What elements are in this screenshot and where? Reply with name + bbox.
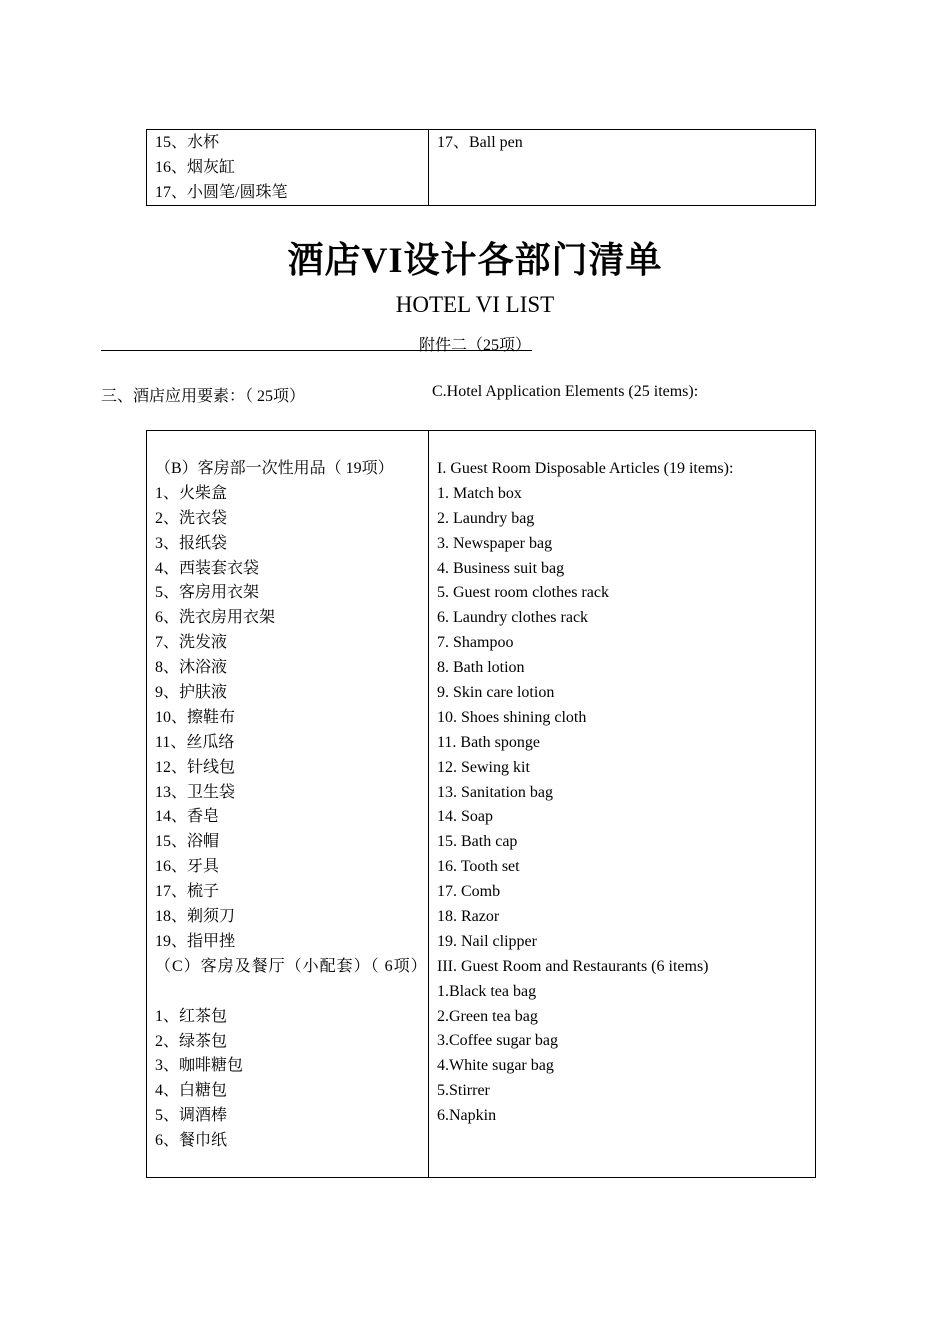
list-item: 5.Stirrer — [437, 1082, 490, 1100]
list-item: 15、浴帽 — [155, 833, 220, 851]
right-b-list — [437, 482, 807, 955]
group-header-c-en: III. Guest Room and Restaurants (6 items) — [437, 957, 709, 975]
list-item: 18. Razor — [437, 908, 500, 926]
list-item: 1. Match box — [437, 484, 522, 502]
list-item: 5、客房用衣架 — [155, 584, 260, 602]
list-item: 8. Bath lotion — [437, 659, 525, 677]
list-item: 4.White sugar bag — [437, 1057, 554, 1075]
list-item: 3、报纸袋 — [155, 534, 228, 552]
list-item: 10. Shoes shining cloth — [437, 708, 587, 726]
list-item: 6、餐巾纸 — [155, 1132, 228, 1150]
list-item: 13、卫生袋 — [155, 783, 236, 801]
list-item: 6、洗衣房用衣架 — [155, 609, 276, 627]
list-item: 12. Sewing kit — [437, 758, 530, 776]
main-table-right-cell — [429, 431, 815, 1177]
list-item: 13. Sanitation bag — [437, 783, 553, 801]
page-title: 酒店VI设计各部门清单 — [287, 240, 663, 280]
list-item: 2、绿茶包 — [155, 1032, 228, 1050]
list-item: 15、水杯 — [155, 134, 220, 151]
list-item: 2. Laundry bag — [437, 509, 535, 527]
left-b-list — [155, 482, 420, 955]
list-item: 15. Bath cap — [437, 833, 518, 851]
page-subtitle: HOTEL VI LIST — [395, 292, 555, 317]
main-table-left-cell — [147, 431, 429, 1177]
list-item: 11. Bath sponge — [437, 733, 540, 751]
list-item: 14. Soap — [437, 808, 493, 826]
list-item: 1.Black tea bag — [437, 982, 537, 1000]
list-item: 4. Business suit bag — [437, 559, 565, 577]
left-c-list — [155, 1005, 420, 1154]
list-item: 3. Newspaper bag — [437, 534, 553, 552]
list-item: 16、烟灰缸 — [155, 158, 236, 176]
list-item: 3.Coffee sugar bag — [437, 1032, 558, 1050]
list-item: 7. Shampoo — [437, 634, 514, 652]
list-item: 2、洗衣袋 — [155, 509, 228, 527]
list-item: 5、调酒棒 — [155, 1107, 228, 1125]
list-item: 9. Skin care lotion — [437, 684, 555, 702]
list-item: 10、擦鞋布 — [155, 708, 236, 726]
list-item: 2.Green tea bag — [437, 1007, 538, 1025]
list-item: 12、针线包 — [155, 758, 236, 776]
group-header-b-cn: （B）客房部一次性用品（ 19项） — [155, 460, 394, 477]
list-item: 17、梳子 — [155, 883, 220, 901]
top-table-right-cell — [429, 130, 815, 205]
top-table-left-cell — [147, 130, 429, 205]
list-item: 1、红茶包 — [155, 1007, 228, 1025]
top-table — [146, 129, 816, 206]
list-item: 18、剃须刀 — [155, 908, 236, 926]
list-item: 11、丝瓜络 — [155, 733, 235, 751]
list-item: 4、白糖包 — [155, 1082, 228, 1100]
section-heading-en: C.Hotel Application Elements (25 items): — [432, 383, 699, 400]
group-header-b-en: I. Guest Room Disposable Articles (19 items): — [437, 460, 734, 477]
list-item: 3、咖啡糖包 — [155, 1057, 244, 1075]
list-item: 6. Laundry clothes rack — [437, 609, 589, 627]
list-item: 16. Tooth set — [437, 858, 520, 876]
list-item: 5. Guest room clothes rack — [437, 584, 609, 602]
list-item: 17、小圆笔/圆珠笔 — [155, 183, 288, 201]
list-item: 4、西装套衣袋 — [155, 559, 260, 577]
list-item: 9、护肤液 — [155, 684, 228, 702]
list-item: 19、指甲挫 — [155, 932, 236, 950]
list-item: 16、牙具 — [155, 858, 220, 876]
list-item: 14、香皂 — [155, 808, 220, 826]
section-heading-cn: 三、酒店应用要素：（ 25项） — [101, 388, 306, 405]
main-table — [146, 430, 816, 1178]
list-item: 6.Napkin — [437, 1107, 497, 1125]
divider — [101, 350, 532, 351]
group-header-c-cn: （C）客房及餐厅（小配套）（ 6项） — [155, 957, 428, 975]
list-item: 19. Nail clipper — [437, 932, 537, 950]
list-item: 1、火柴盒 — [155, 484, 228, 502]
list-item: 8、沐浴液 — [155, 659, 228, 677]
list-item: 17. Comb — [437, 883, 501, 901]
list-item: 17、Ball pen — [437, 134, 523, 151]
list-item: 7、洗发液 — [155, 634, 228, 652]
right-c-list — [437, 980, 807, 1129]
annex-label: 附件二（25项） — [418, 337, 531, 354]
